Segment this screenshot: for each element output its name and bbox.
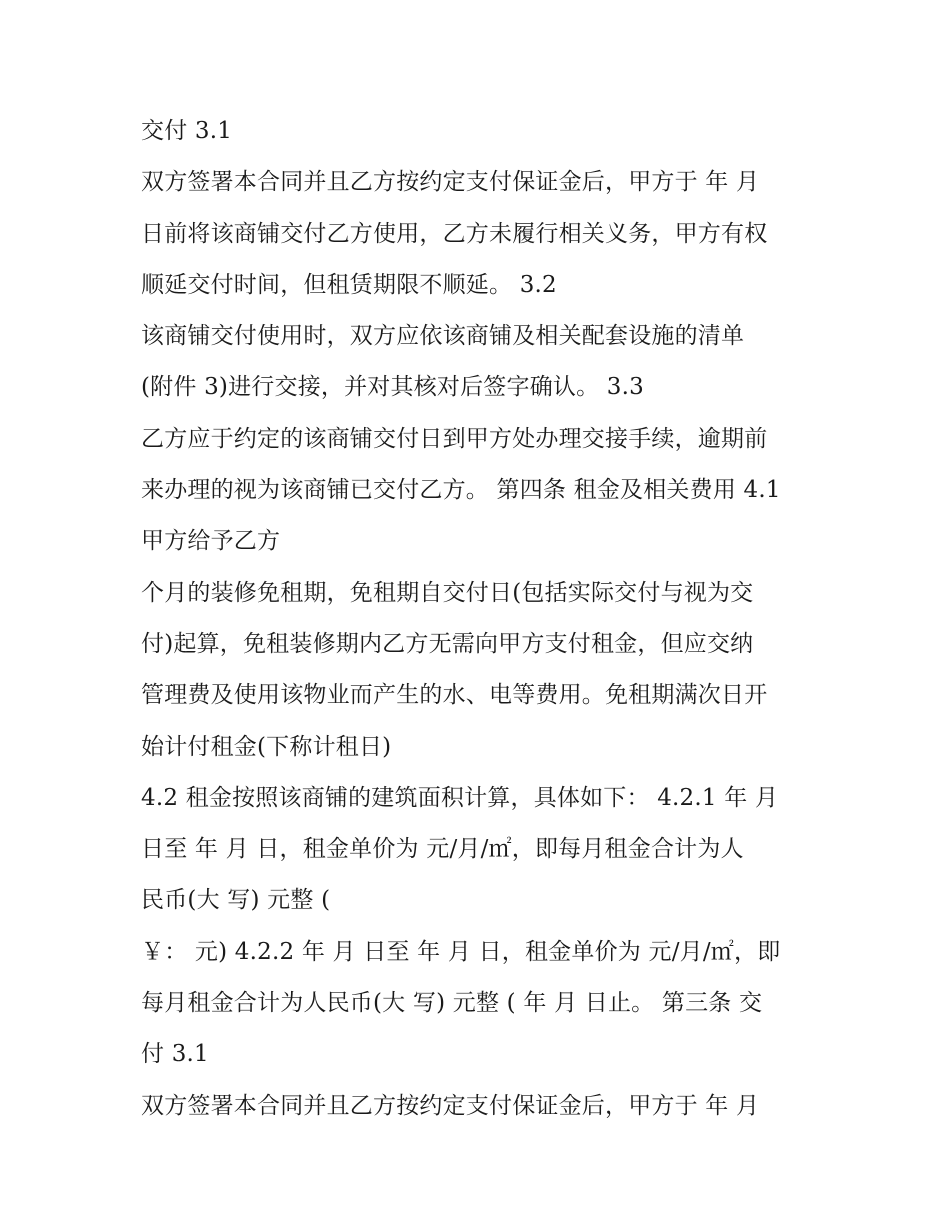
text-line: 双方签署本合同并且乙方按约定支付保证金后，甲方于 年 月 (141, 1092, 760, 1119)
text-line: 4.2 租金按照该商铺的建筑面积计算，具体如下： 4.2.1 年 月 (141, 784, 779, 811)
text-line: (附件 3)进行交接，并对其核对后签字确认。 3.3 (141, 374, 644, 401)
text-line: 始计付租金(下称计租日) (141, 733, 392, 760)
text-line: 每月租金合计为人民币(大 写) 元整 ( 年 月 日止。 第三条 交 (141, 990, 763, 1017)
text-line: 付 3.1 (141, 1041, 209, 1068)
text-line: 甲方给予乙方 (141, 528, 281, 555)
text-line: 顺延交付时间，但租赁期限不顺延。 3.2 (141, 271, 557, 298)
contract-text (141, 106, 831, 1132)
text-line: 个月的装修免租期，免租期自交付日(包括实际交付与视为交 (141, 579, 754, 606)
text-line: 双方签署本合同并且乙方按约定支付保证金后，甲方于 年 月 (141, 169, 760, 196)
text-line: 来办理的视为该商铺已交付乙方。 第四条 租金及相关费用 4.1 (141, 477, 781, 504)
text-line: 乙方应于约定的该商铺交付日到甲方处办理交接手续，逾期前 (141, 425, 768, 452)
text-line: 付)起算，免租装修期内乙方无需向甲方支付租金，但应交纳 (141, 630, 754, 657)
text-line: 日前将该商铺交付乙方使用，乙方未履行相关义务，甲方有权 (141, 220, 768, 247)
text-line: 管理费及使用该物业而产生的水、电等费用。免租期满次日开 (141, 682, 768, 709)
text-line: 交付 3.1 (141, 118, 233, 144)
text-line: 该商铺交付使用时，双方应依该商铺及相关配套设施的清单 (141, 323, 745, 350)
text-line: 日至 年 月 日，租金单价为 元/月/㎡，即每月租金合计为人 (141, 836, 744, 863)
text-line: ￥： 元) 4.2.2 年 月 日至 年 月 日，租金单价为 元/月/㎡，即 (141, 938, 781, 965)
text-line: 民币(大 写) 元整 ( (141, 887, 331, 914)
